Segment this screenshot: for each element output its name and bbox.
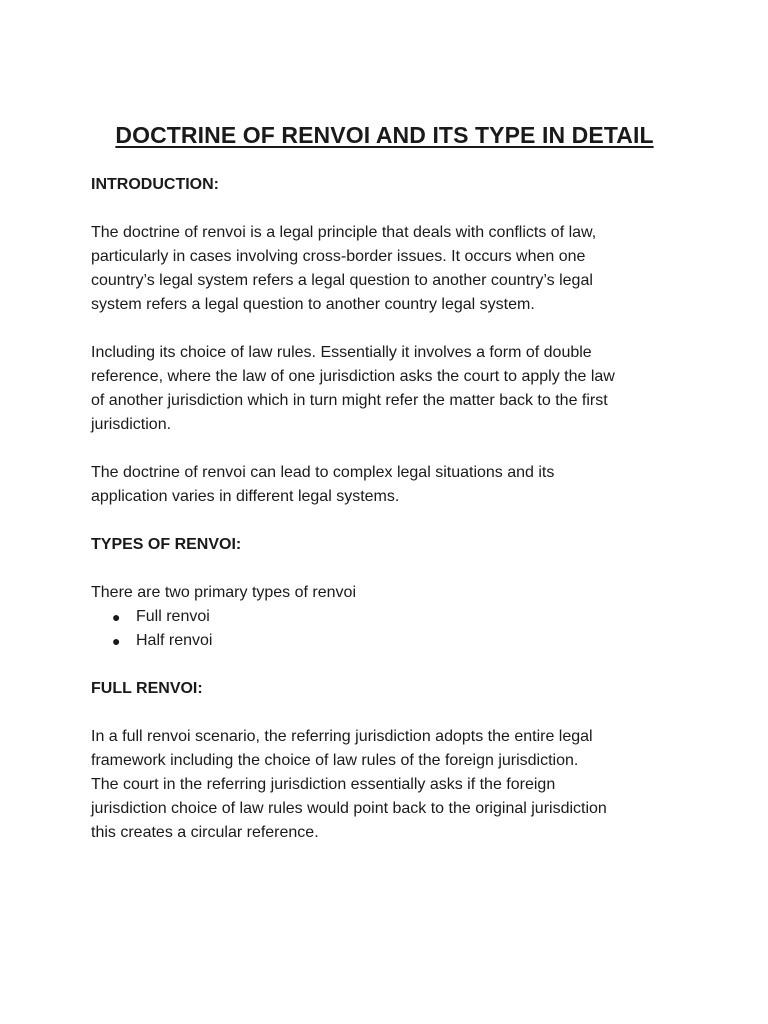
text-line: The doctrine of renvoi can lead to complex legal situations and its xyxy=(91,464,555,481)
list-item xyxy=(91,605,678,629)
text-line: In a full renvoi scenario, the referring jurisdiction adopts the entire legal xyxy=(91,728,593,745)
introduction-paragraph-3 xyxy=(91,461,678,509)
text-line: application varies in different legal systems. xyxy=(91,488,400,505)
text-line: of another jurisdiction which in turn might refer the matter back to the first xyxy=(91,392,608,409)
list-item-label: Half renvoi xyxy=(136,632,213,649)
types-intro: There are two primary types of renvoi xyxy=(91,584,356,601)
text-line: reference, where the law of one jurisdiction asks the court to apply the law xyxy=(91,368,615,385)
full-renvoi-heading: FULL RENVOI: xyxy=(91,680,203,697)
introduction-heading: INTRODUCTION: xyxy=(91,176,219,193)
text-line: particularly in cases involving cross-border issues. It occurs when one xyxy=(91,248,586,265)
types-heading: TYPES OF RENVOI: xyxy=(91,536,242,553)
list-item-label: Full renvoi xyxy=(136,608,210,625)
full-renvoi-paragraph xyxy=(91,725,678,845)
document-title: DOCTRINE OF RENVOI AND ITS TYPE IN DETAIL xyxy=(115,122,654,148)
bullet-icon: ● xyxy=(112,633,121,649)
introduction-paragraph-2 xyxy=(91,341,678,437)
list-item xyxy=(91,629,678,653)
text-line: country’s legal system refers a legal question to another country’s legal xyxy=(91,272,593,289)
text-line: this creates a circular reference. xyxy=(91,824,319,841)
text-line: framework including the choice of law rules of the foreign jurisdiction. xyxy=(91,752,579,769)
text-line: jurisdiction choice of law rules would point back to the original jurisdiction xyxy=(91,800,607,817)
bullet-icon: ● xyxy=(112,609,121,625)
text-line: jurisdiction. xyxy=(91,416,172,433)
introduction-paragraph-1 xyxy=(91,221,678,317)
text-line: Including its choice of law rules. Essentially it involves a form of double xyxy=(91,344,592,361)
types-list xyxy=(91,605,678,653)
text-line: The court in the referring jurisdiction essentially asks if the foreign xyxy=(91,776,556,793)
text-line: The doctrine of renvoi is a legal principle that deals with conflicts of law, xyxy=(91,224,597,241)
text-line: system refers a legal question to another country legal system. xyxy=(91,296,535,313)
